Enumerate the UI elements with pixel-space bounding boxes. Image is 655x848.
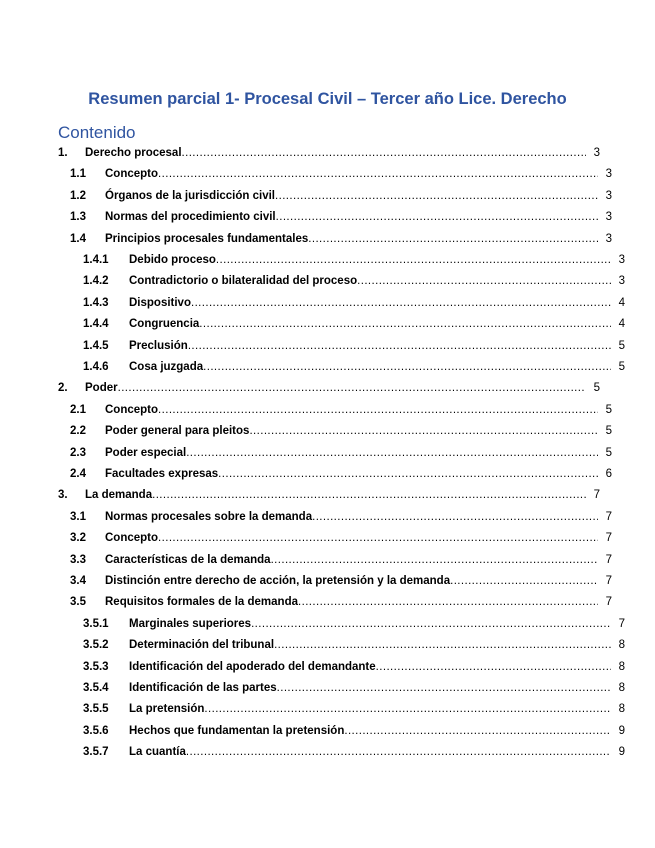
- toc-dot-leader: [275, 186, 598, 207]
- toc-entry-number: 1.4.4: [83, 318, 109, 331]
- toc-entry[interactable]: [58, 614, 625, 635]
- toc-dot-leader: [158, 400, 598, 421]
- toc-entry-title: La cuantía: [129, 746, 186, 759]
- toc-entry[interactable]: [58, 721, 625, 742]
- toc-entry-page: 8: [618, 682, 625, 694]
- toc-entry-title: La pretensión: [129, 703, 205, 716]
- toc-entry-title: Requisitos formales de la demanda: [105, 596, 299, 609]
- toc-entry-number: 3.: [58, 489, 68, 502]
- toc-entry[interactable]: [58, 464, 612, 485]
- toc-heading: Contenido: [58, 123, 136, 142]
- toc-entry-number: 2.3: [70, 446, 86, 459]
- toc-entry[interactable]: [58, 592, 612, 613]
- toc-entry[interactable]: [58, 443, 612, 464]
- toc-entry-number: 1.4.5: [83, 339, 109, 352]
- toc-entry-title: Normas del procedimiento civil: [105, 211, 276, 224]
- toc-entry-title: Hechos que fundamentan la pretensión: [129, 724, 345, 737]
- toc-entry-page: 3: [618, 254, 625, 266]
- toc-dot-leader: [298, 592, 598, 613]
- toc-entry[interactable]: [58, 485, 600, 506]
- toc-entry-page: 9: [618, 724, 625, 737]
- toc-entry-title: Congruencia: [129, 318, 200, 331]
- toc-entry-title: Cosa juzgada: [129, 361, 204, 373]
- toc-entry[interactable]: [58, 657, 625, 678]
- toc-dot-leader: [450, 571, 598, 592]
- toc-entry[interactable]: [58, 400, 612, 421]
- toc-entry-title: Poder especial: [105, 446, 187, 459]
- toc-entry-title: Poder: [85, 382, 118, 395]
- toc-entry-title: Derecho procesal: [85, 147, 182, 159]
- toc-entry-title: Principios procesales fundamentales: [105, 232, 309, 245]
- toc-entry[interactable]: [58, 507, 612, 528]
- toc-entry[interactable]: [58, 378, 600, 399]
- toc-entry[interactable]: [58, 528, 612, 549]
- toc-entry-number: 2.4: [70, 468, 86, 480]
- toc-entry-page: 5: [605, 446, 612, 459]
- toc-entry[interactable]: [58, 314, 625, 335]
- toc-dot-leader: [188, 336, 611, 357]
- toc-entry-title: Concepto: [105, 532, 159, 545]
- toc-entry-title: Identificación del apoderado del demandante: [129, 660, 376, 673]
- toc-dot-leader: [276, 207, 598, 228]
- toc-entry-page: 7: [593, 489, 600, 502]
- toc-dot-leader: [376, 657, 611, 678]
- toc-entry-page: 5: [618, 339, 625, 352]
- toc-entry-title: Preclusión: [129, 339, 188, 352]
- toc-entry-title: Debido proceso: [129, 254, 216, 266]
- toc-entry-page: 8: [618, 660, 625, 673]
- toc-entry-title: Facultades expresas: [105, 468, 219, 480]
- toc-entry[interactable]: [58, 250, 625, 271]
- toc-dot-leader: [357, 271, 611, 292]
- toc-entry-number: 1.1: [70, 168, 86, 181]
- toc-entry-number: 1.4.6: [83, 361, 109, 373]
- toc-dot-leader: [251, 614, 611, 635]
- toc-entry-number: 3.5.2: [83, 639, 109, 652]
- toc-entry-number: 3.3: [70, 553, 86, 566]
- toc-dot-leader: [344, 721, 611, 742]
- toc-entry[interactable]: [58, 186, 612, 207]
- toc-entry[interactable]: [58, 293, 625, 314]
- toc-entry-page: 5: [618, 361, 625, 373]
- toc-dot-leader: [216, 250, 611, 271]
- toc-entry-page: 7: [605, 575, 612, 587]
- toc-entry-number: 3.5: [70, 596, 86, 609]
- toc-entry-page: 8: [618, 639, 625, 652]
- toc-entry-number: 2.2: [70, 425, 86, 438]
- toc-entry[interactable]: [58, 207, 612, 228]
- toc-dot-leader: [186, 443, 598, 464]
- toc-entry-number: 1.: [58, 147, 68, 159]
- toc-entry[interactable]: [58, 357, 625, 378]
- toc-entry-page: 7: [605, 510, 612, 523]
- toc-dot-leader: [312, 507, 598, 528]
- toc-entry-page: 4: [618, 296, 625, 309]
- toc-entry-number: 1.4: [70, 232, 86, 245]
- toc-entry-page: 3: [618, 275, 625, 288]
- toc-entry-title: La demanda: [85, 489, 153, 502]
- toc-dot-leader: [182, 143, 586, 164]
- toc-entry-page: 7: [618, 617, 625, 630]
- toc-entry-number: 1.4.2: [83, 275, 109, 288]
- toc-entry-number: 3.5.4: [83, 682, 109, 694]
- toc-entry-page: 8: [618, 703, 625, 716]
- toc-entry-title: Determinación del tribunal: [129, 639, 275, 652]
- toc-entry-page: 7: [605, 553, 612, 566]
- toc-entry-number: 3.5.6: [83, 724, 109, 737]
- toc-entry-number: 3.5.5: [83, 703, 109, 716]
- toc-entry[interactable]: [58, 164, 612, 185]
- toc-entry-number: 3.5.3: [83, 660, 109, 673]
- toc-dot-leader: [204, 699, 611, 720]
- toc-entry-page: 6: [605, 468, 612, 480]
- toc-entry-page: 7: [605, 596, 612, 609]
- toc-entry-title: Características de la demanda: [105, 553, 271, 566]
- toc-entry-title: Marginales superiores: [129, 617, 252, 630]
- toc-entry[interactable]: [58, 678, 625, 699]
- toc-entry[interactable]: [58, 699, 625, 720]
- toc-dot-leader: [158, 164, 598, 185]
- toc-dot-leader: [152, 485, 586, 506]
- toc-entry-page: 5: [605, 425, 612, 438]
- toc-entry[interactable]: [58, 550, 612, 571]
- toc-entry-title: Contradictorio o bilateralidad del proceso: [129, 275, 358, 288]
- toc-entry-title: Órganos de la jurisdicción civil: [105, 189, 275, 202]
- toc-entry-number: 3.5.7: [83, 746, 109, 759]
- document-title: Resumen parcial 1- Procesal Civil – Tercer año Lice. Derecho: [88, 90, 567, 108]
- toc-entry-page: 3: [605, 232, 612, 245]
- toc-entry-title: Poder general para pleitos: [105, 425, 250, 438]
- toc-dot-leader: [186, 742, 611, 763]
- toc-entry-title: Dispositivo: [129, 296, 191, 309]
- toc-entry-number: 1.3: [70, 211, 86, 224]
- toc-entry-number: 2.1: [70, 403, 86, 416]
- toc-entry-number: 1.2: [70, 189, 86, 202]
- toc-entry-title: Concepto: [105, 403, 159, 416]
- toc-entry-page: 3: [605, 211, 612, 224]
- toc-entry-page: 9: [618, 746, 625, 759]
- toc-entry[interactable]: [58, 421, 612, 442]
- toc-entry[interactable]: [58, 271, 625, 292]
- toc-entry-page: 3: [605, 168, 612, 181]
- toc-entry-number: 1.4.1: [83, 254, 109, 266]
- toc-entry-page: 5: [605, 403, 612, 416]
- toc-dot-leader: [308, 229, 598, 250]
- toc-dot-leader: [274, 635, 611, 656]
- toc-entry[interactable]: [58, 635, 625, 656]
- toc-dot-leader: [277, 678, 611, 699]
- toc-entry[interactable]: [58, 229, 612, 250]
- toc-entry-title: Normas procesales sobre la demanda: [105, 510, 313, 523]
- toc-entry[interactable]: [58, 336, 625, 357]
- toc-entry[interactable]: [58, 742, 625, 763]
- toc-entry-number: 2.: [58, 382, 68, 395]
- toc-dot-leader: [191, 293, 611, 314]
- toc-entry-number: 3.5.1: [83, 617, 109, 630]
- toc-dot-leader: [218, 464, 598, 485]
- toc-entry-number: 3.1: [70, 510, 86, 523]
- toc-entry-page: 4: [618, 318, 625, 331]
- toc-entry-page: 5: [593, 382, 600, 395]
- toc-entry-number: 1.4.3: [83, 296, 109, 309]
- toc-entry-page: 3: [593, 147, 600, 159]
- toc-entry-number: 3.4: [70, 575, 86, 587]
- toc-entry-page: 3: [605, 189, 612, 202]
- toc-dot-leader: [249, 421, 598, 442]
- toc-dot-leader: [199, 314, 611, 335]
- toc-entry-number: 3.2: [70, 532, 86, 545]
- toc-dot-leader: [118, 378, 586, 399]
- toc-entry[interactable]: [58, 143, 600, 164]
- toc-dot-leader: [203, 357, 611, 378]
- toc-entry[interactable]: [58, 571, 612, 592]
- toc-dot-leader: [271, 550, 598, 571]
- toc-entry-title: Distinción entre derecho de acción, la pretensión y la demanda: [105, 575, 451, 587]
- toc-entry-title: Concepto: [105, 168, 159, 181]
- toc-dot-leader: [158, 528, 598, 549]
- toc-entry-title: Identificación de las partes: [129, 682, 277, 694]
- toc-entry-page: 7: [605, 532, 612, 545]
